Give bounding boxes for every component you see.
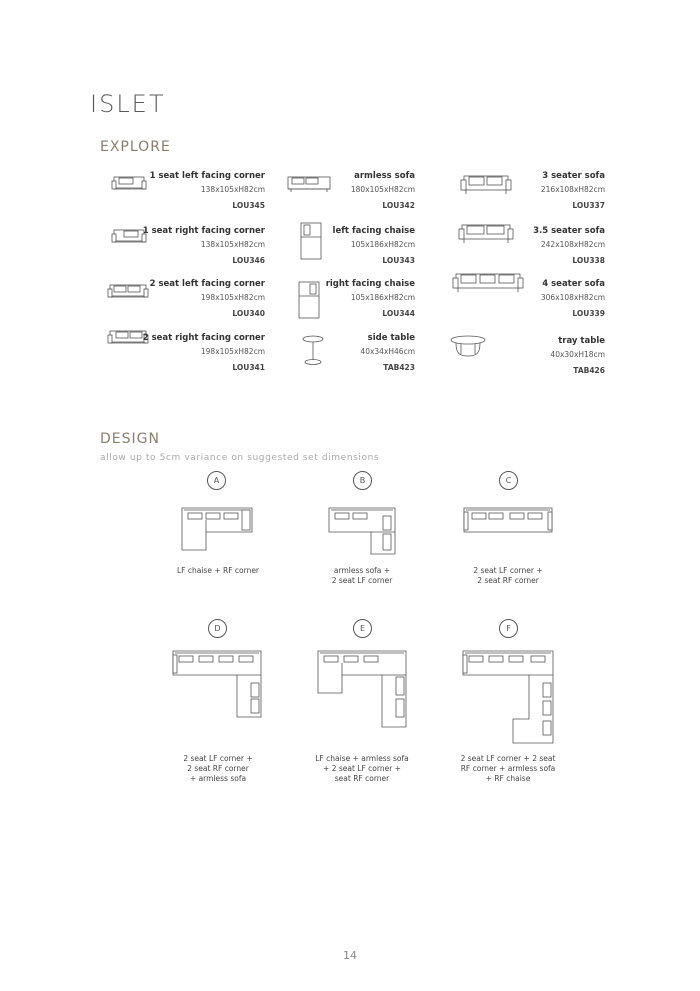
design-note: allow up to 5cm variance on suggested set dimensions <box>100 453 380 463</box>
product-dims: 242x108xH82cm <box>540 240 605 249</box>
product-dims: 180x105xH82cm <box>350 185 415 194</box>
product-item <box>440 278 605 326</box>
product-code: TAB426 <box>573 366 605 375</box>
config-letter: D <box>208 619 227 638</box>
product-item <box>250 170 415 218</box>
product-name: side table <box>367 333 415 343</box>
side-table-icon <box>300 334 326 366</box>
product-dims: 198x105xH82cm <box>200 347 265 356</box>
sofa-icon <box>286 172 332 196</box>
product-code: LOU345 <box>232 201 265 210</box>
product-name: left facing chaise <box>332 226 415 236</box>
design-heading: DESIGN <box>100 431 160 447</box>
layout-diagram-icon <box>171 649 263 719</box>
explore-heading: EXPLORE <box>100 139 171 155</box>
chaise-icon <box>298 221 324 261</box>
config-description: armless sofa + 2 seat LF corner <box>331 566 393 585</box>
product-code: LOU337 <box>572 201 605 210</box>
config-letter: B <box>353 471 372 490</box>
product-item <box>250 278 415 326</box>
product-dims: 306x108xH82cm <box>540 293 605 302</box>
config-description: 2 seat LF corner + 2 seat RF corner + armless sofa + RF chaise <box>460 754 556 783</box>
product-code: LOU342 <box>382 201 415 210</box>
product-item <box>440 170 605 218</box>
layout-diagram-icon <box>180 506 254 552</box>
product-dims: 105x186xH82cm <box>350 293 415 302</box>
product-name: 4 seater sofa <box>542 279 605 289</box>
page-title: ISLET <box>90 90 166 118</box>
layout-diagram-icon <box>327 506 397 556</box>
product-name: armless sofa <box>354 171 415 181</box>
product-code: LOU341 <box>232 363 265 372</box>
config-description: LF chaise + RF corner <box>176 566 260 575</box>
product-code: LOU346 <box>232 256 265 265</box>
product-item <box>100 278 265 326</box>
config-description: 2 seat LF corner + 2 seat RF corner <box>473 566 543 585</box>
config-letter: F <box>499 619 518 638</box>
product-item <box>100 170 265 218</box>
tray-table-icon <box>448 334 488 360</box>
product-item <box>250 225 415 273</box>
chaise-icon <box>296 280 322 320</box>
product-code: LOU343 <box>382 256 415 265</box>
product-code: LOU340 <box>232 309 265 318</box>
config-description: LF chaise + armless sofa + 2 seat LF corner + seat RF corner <box>315 754 409 783</box>
product-name: 3.5 seater sofa <box>533 226 605 236</box>
layout-diagram-icon <box>316 649 408 729</box>
page-number: 14 <box>343 949 357 962</box>
product-item <box>250 332 415 380</box>
product-name: 2 seat right facing corner <box>142 333 265 343</box>
product-code: LOU338 <box>572 256 605 265</box>
product-dims: 40x30xH18cm <box>550 350 605 359</box>
sofa-icon <box>110 172 150 196</box>
product-code: LOU344 <box>382 309 415 318</box>
product-name: 3 seater sofa <box>542 171 605 181</box>
product-name: right facing chaise <box>325 279 415 289</box>
sofa-icon <box>460 172 512 198</box>
product-item <box>100 332 265 380</box>
layout-diagram-icon <box>462 506 554 534</box>
product-dims: 40x34xH46cm <box>360 347 415 356</box>
config-letter: A <box>207 471 226 490</box>
config-letter: E <box>353 619 372 638</box>
product-name: 1 seat left facing corner <box>149 171 265 181</box>
layout-diagram-icon <box>461 649 555 745</box>
product-dims: 198x105xH82cm <box>200 293 265 302</box>
product-name: tray table <box>558 336 605 346</box>
sofa-icon <box>458 221 514 247</box>
product-dims: 138x105xH82cm <box>200 185 265 194</box>
product-item <box>440 332 605 380</box>
product-code: LOU339 <box>572 309 605 318</box>
sofa-icon <box>106 280 150 304</box>
sofa-icon <box>452 270 524 296</box>
product-item <box>100 225 265 273</box>
product-dims: 138x105xH82cm <box>200 240 265 249</box>
product-dims: 216x108xH82cm <box>540 185 605 194</box>
product-item <box>440 225 605 273</box>
product-name: 1 seat right facing corner <box>142 226 265 236</box>
product-dims: 105x186xH82cm <box>350 240 415 249</box>
config-letter: C <box>499 471 518 490</box>
config-description: 2 seat LF corner + 2 seat RF corner + armless sofa <box>183 754 253 783</box>
product-code: TAB423 <box>383 363 415 372</box>
product-name: 2 seat left facing corner <box>149 279 265 289</box>
